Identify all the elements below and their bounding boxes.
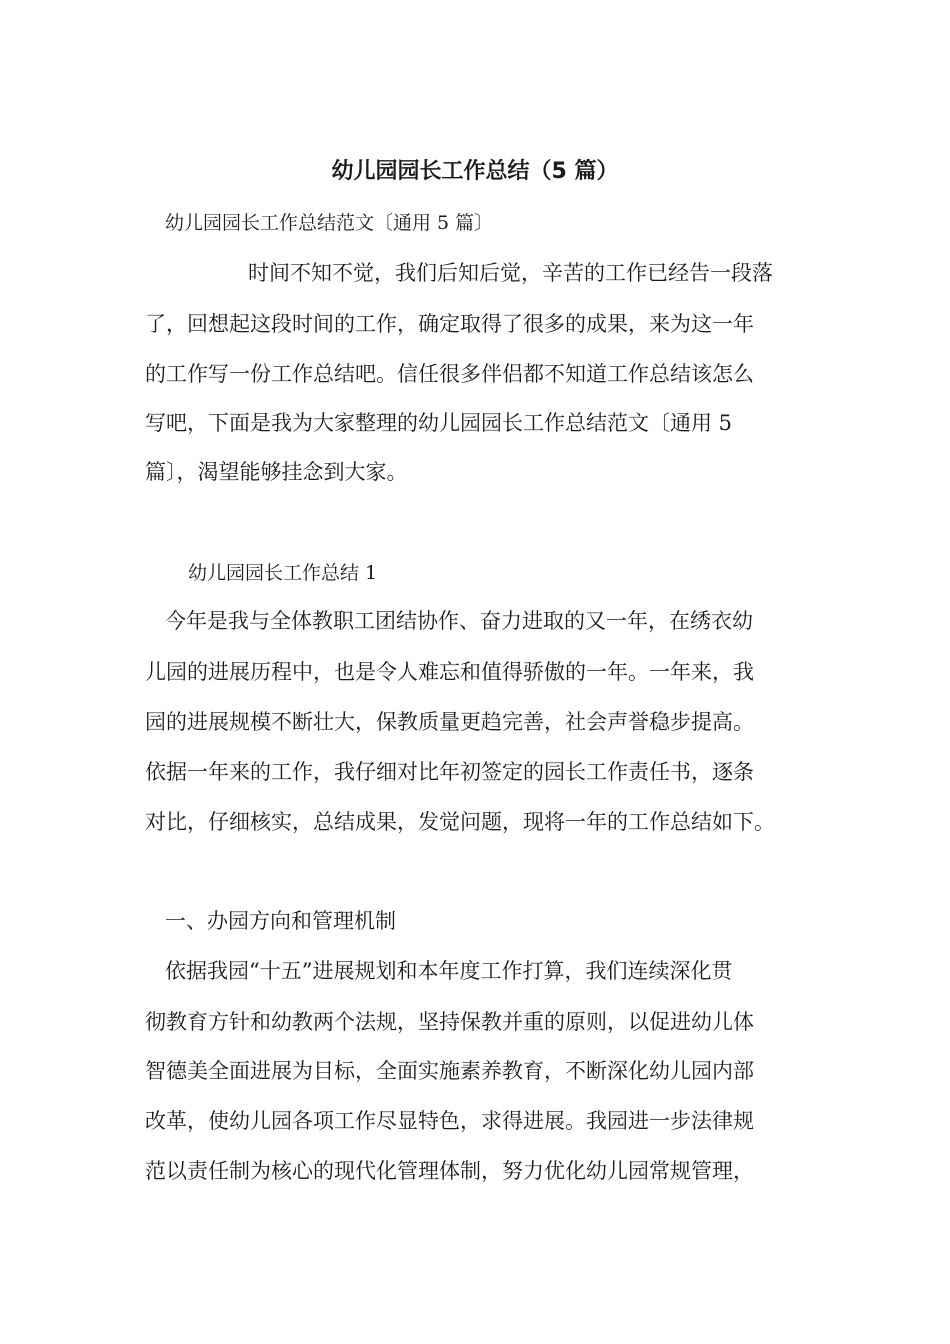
intro-line-5: 篇〕，渴望能够挂念到大家。 [145, 460, 408, 484]
intro-line-2: 了，回想起这段时间的工作，确定取得了很多的成果，来为这一年 [145, 312, 754, 336]
intro-line-1: 时间不知不觉，我们后知后觉，辛苦的工作已经告一段落 [248, 261, 773, 285]
paragraph-line: 范以责任制为核心的现代化管理体制，努力优化幼儿园常规管理， [145, 1159, 754, 1183]
paragraph-line: 依据一年来的工作，我仔细对比年初签定的园长工作责任书，逐条 [145, 760, 754, 784]
subsection-heading: 一、办园方向和管理机制 [165, 909, 396, 933]
section-heading: 幼儿园园长工作总结 1 [188, 562, 378, 584]
paragraph-line: 园的进展规模不断壮大，保教质量更趋完善，社会声誉稳步提高。 [145, 710, 754, 734]
paragraph-line: 智德美全面进展为目标，全面实施素养教育，不断深化幼儿园内部 [145, 1059, 754, 1083]
paragraph-line: 依据我园“十五”进展规划和本年度工作打算，我们连续深化贯 [165, 959, 733, 983]
paragraph-line: 儿园的进展历程中，也是令人难忘和值得骄傲的一年。一年来，我 [145, 660, 754, 684]
intro-line-4: 写吧，下面是我为大家整理的幼儿园园长工作总结范文〔通用 5 [145, 411, 733, 435]
paragraph-line: 对比，仔细核实，总结成果，发觉问题，现将一年的工作总结如下。 [145, 810, 775, 834]
paragraph-line: 改革，使幼儿园各项工作尽显特色，求得进展。我园进一步法律规 [145, 1109, 754, 1133]
paragraph-line: 今年是我与全体教职工团结协作、奋力进取的又一年，在绣衣幼 [165, 609, 753, 633]
document-subtitle: 幼儿园园长工作总结范文〔通用 5 篇〕 [165, 212, 494, 234]
paragraph-line: 彻教育方针和幼教两个法规，坚持保教并重的原则，以促进幼儿体 [145, 1010, 754, 1034]
document-title: 幼儿园园长工作总结（5 篇） [331, 159, 619, 184]
intro-line-3: 的工作写一份工作总结吧。信任很多伴侣都不知道工作总结该怎么 [145, 362, 754, 386]
